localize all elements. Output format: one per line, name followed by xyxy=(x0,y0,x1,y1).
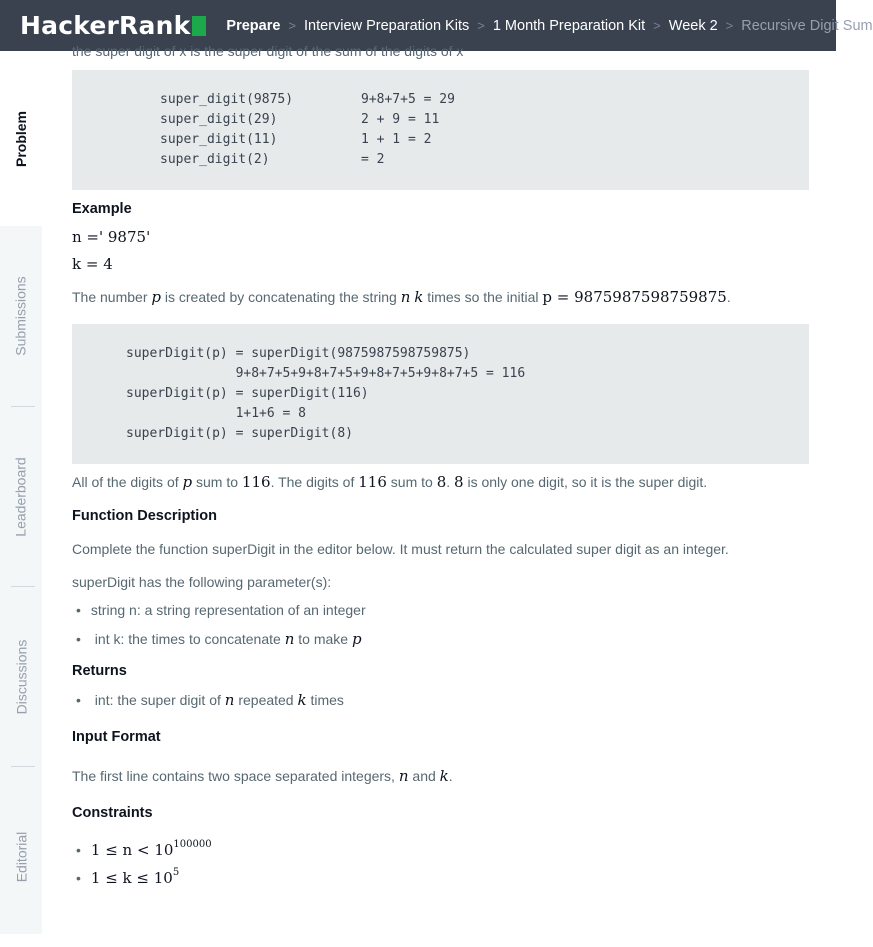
example-n-value: n =' 9875' xyxy=(72,228,151,246)
chevron-right-icon: > xyxy=(477,18,485,33)
text: . xyxy=(446,474,451,490)
breadcrumb-week-2[interactable]: Week 2 xyxy=(668,17,718,34)
text: times xyxy=(310,692,344,708)
text: is created by concatenating the string xyxy=(164,289,397,305)
text: times so the initial xyxy=(427,289,539,305)
code-line: superDigit(p) = superDigit(116) xyxy=(126,386,369,401)
concatenation-explanation xyxy=(72,288,731,306)
text: sum to xyxy=(390,474,433,490)
function-description-heading: Function Description xyxy=(72,508,217,524)
text: All of the digits of xyxy=(72,474,179,490)
var-k: k xyxy=(439,767,449,785)
value-8: 8 xyxy=(436,473,447,491)
sum-explanation xyxy=(72,473,707,491)
example-heading: Example xyxy=(72,201,132,217)
breadcrumb xyxy=(226,18,872,34)
code-line: super_digit(29) xyxy=(160,112,278,127)
constraint-k-exponent: 5 xyxy=(172,867,180,879)
parameter-k xyxy=(76,630,362,648)
constraint-n-exponent: 100000 xyxy=(173,839,212,851)
text: int: the super digit of xyxy=(94,692,221,708)
text: to make xyxy=(298,631,349,647)
constraint-n xyxy=(76,841,212,859)
p-value: p = 9875987598759875 xyxy=(542,288,727,306)
text: The number xyxy=(72,289,148,305)
var-p: p xyxy=(182,473,193,491)
constraint-k xyxy=(76,869,179,887)
text: sum to xyxy=(196,474,239,490)
code-line: super_digit(9875) xyxy=(160,92,294,107)
code-line: 2 + 9 = 11 xyxy=(361,112,440,127)
text: . The digits of xyxy=(270,474,355,490)
tab-editorial[interactable] xyxy=(0,767,42,947)
code-line: 9+8+7+5+9+8+7+5+9+8+7+5+9+8+7+5 = 116 xyxy=(126,366,526,381)
code-line: 1 + 1 = 2 xyxy=(361,132,432,147)
code-block-superdigit-trace xyxy=(72,324,809,464)
code-line: = 2 xyxy=(361,152,385,167)
text: int k: the times to concatenate xyxy=(94,631,281,647)
code-line: 1+1+6 = 8 xyxy=(126,406,307,421)
input-format-heading: Input Format xyxy=(72,729,161,745)
constraint-k-text: 1 ≤ k ≤ 10 xyxy=(90,869,173,887)
chevron-right-icon: > xyxy=(288,18,297,33)
tab-discussions-label: Discussions xyxy=(13,639,30,715)
parameter-n-text: string n: a string representation of an integer xyxy=(90,602,366,618)
challenge-tab-rail xyxy=(0,51,42,934)
parameter-n xyxy=(76,602,366,618)
text: . xyxy=(448,768,453,784)
chevron-right-icon: > xyxy=(653,18,661,33)
var-n: n xyxy=(398,767,409,785)
function-description-text: Complete the function superDigit in the editor below. It must return the calculated super digit as an integer. xyxy=(72,541,729,557)
returns-heading: Returns xyxy=(72,663,127,679)
example-n xyxy=(72,228,150,246)
text: is only one digit, so it is the super digit. xyxy=(467,474,708,490)
returns-item xyxy=(76,691,344,709)
text: and xyxy=(412,768,436,784)
text: repeated xyxy=(238,692,294,708)
var-p: p xyxy=(351,630,362,648)
value-116: 116 xyxy=(358,473,387,491)
code-line: 9+8+7+5 = 29 xyxy=(361,92,455,107)
logo-text: HackerRank xyxy=(20,11,191,40)
breadcrumb-1-month-kit[interactable]: 1 Month Preparation Kit xyxy=(492,17,646,34)
breadcrumb-current-challenge: Recursive Digit Sum xyxy=(741,17,873,34)
input-format-text xyxy=(72,767,453,785)
code-line: superDigit(p) = superDigit(9875987598759875) xyxy=(126,346,471,361)
code-line: super_digit(11) xyxy=(160,132,278,147)
code-line: superDigit(p) = superDigit(8) xyxy=(126,426,353,441)
chevron-right-icon: > xyxy=(725,18,734,33)
constraint-n-text: 1 ≤ n < 10 xyxy=(90,841,174,859)
tab-submissions-label: Submissions xyxy=(13,276,29,356)
var-n: n xyxy=(400,288,411,306)
tab-problem[interactable] xyxy=(0,51,42,226)
logo-square-icon xyxy=(192,16,206,36)
var-k: k xyxy=(297,691,307,709)
text: . xyxy=(726,289,731,305)
var-n: n xyxy=(284,630,295,648)
parameters-intro: superDigit has the following parameter(s): xyxy=(72,574,332,590)
tab-leaderboard[interactable] xyxy=(0,407,42,587)
breadcrumb-interview-kits[interactable]: Interview Preparation Kits xyxy=(304,17,470,34)
text: The first line contains two space separated integers, xyxy=(72,768,395,784)
tab-submissions[interactable] xyxy=(0,226,42,406)
value-116: 116 xyxy=(241,473,271,491)
value-8: 8 xyxy=(454,473,464,491)
code-line: super_digit(2) xyxy=(160,152,270,167)
breadcrumb-prepare[interactable]: Prepare xyxy=(226,17,281,34)
example-k xyxy=(72,255,113,273)
cut-off-text: the super digit of x is the super digit of the sum of the digits of x xyxy=(72,43,464,59)
var-k: k xyxy=(414,288,424,306)
code-block-super-digit-examples xyxy=(72,70,809,190)
hackerrank-logo[interactable] xyxy=(20,11,206,40)
var-p: p xyxy=(151,288,161,306)
tab-editorial-label: Editorial xyxy=(13,831,29,883)
constraints-heading: Constraints xyxy=(72,805,153,821)
tab-discussions[interactable] xyxy=(0,587,42,767)
tab-leaderboard-label: Leaderboard xyxy=(13,457,29,537)
tab-problem-label: Problem xyxy=(13,110,30,167)
example-k-value: k = 4 xyxy=(72,255,113,273)
var-n: n xyxy=(224,691,235,709)
